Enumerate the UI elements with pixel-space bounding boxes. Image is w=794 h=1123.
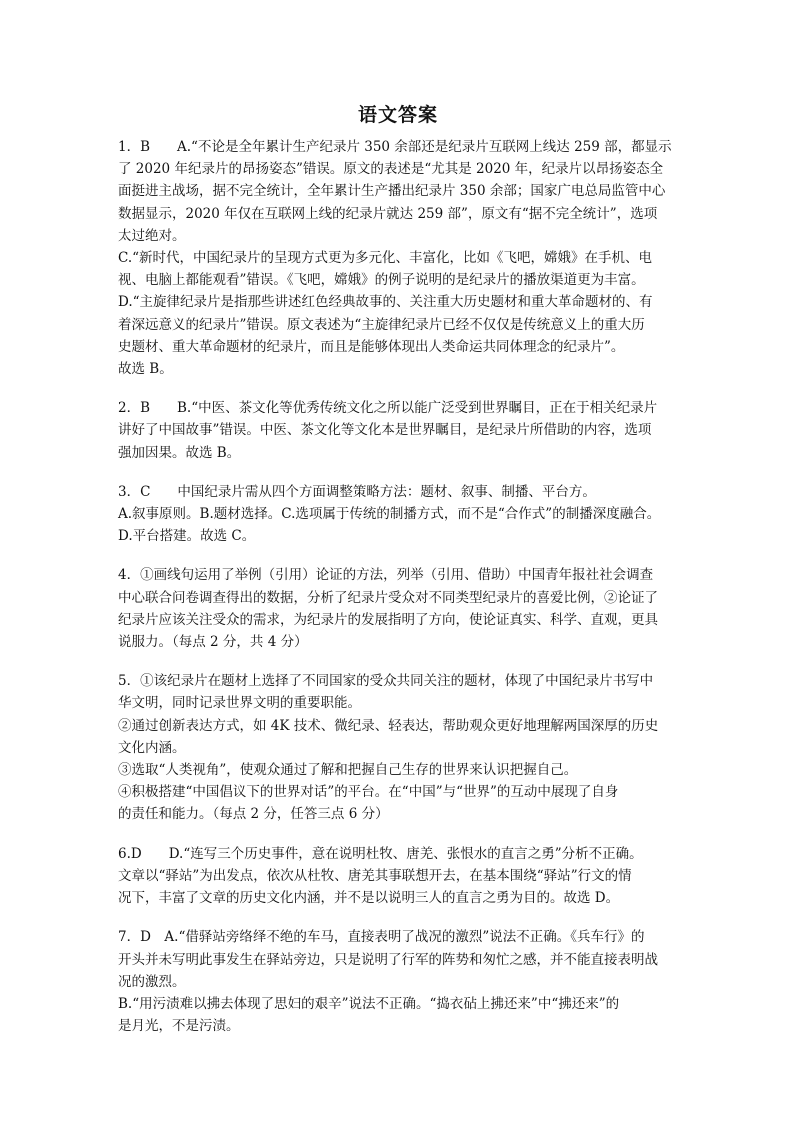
answer-line: 文章以“驿站”为出发点，依次从杜牧、唐羌其事联想开去，在基本围绕“驿站”行文的情 (118, 867, 632, 884)
answer-line: ③选取“人类视角”，使观众通过了解和把握自己生存的世界来认识把握自己。 (118, 762, 578, 779)
answer-line: B.“用污渍难以拂去体现了思妇的艰辛”说法不正确。“捣衣砧上拂还来”中“拂还来”的 (118, 995, 620, 1012)
block-gap (118, 909, 678, 926)
answer-line: ④积极搭建“中国倡议下的世界对话”的平台。在“中国”与“世界”的互动中展现了自身 (118, 784, 619, 801)
answer-page (118, 102, 678, 1037)
block-gap (118, 653, 678, 670)
answer-line: 着深远意义的纪录片”错误。原文表述为“主旋律纪录片已经不仅仅是传统意义上的重大历 (118, 316, 645, 333)
answer-line: 况下，丰富了文章的历史文化内涵，并不是以说明三人的直言之勇为目的。故选 D。 (118, 890, 620, 907)
answer-line: 文化内涵。 (118, 739, 186, 756)
answer-line: 2．B B.“中医、茶文化等优秀传统文化之所以能广泛受到世界瞩目，正在于相关纪录片 (118, 400, 658, 417)
answer-block-2 (118, 397, 678, 464)
answer-line: 面挺进主战场，据不完全统计，全年累计生产播出纪录片 350 余部；国家广电总局监管中心 (118, 183, 666, 200)
answer-block-4 (118, 564, 678, 653)
block-gap (118, 380, 678, 397)
answer-line: 5．①该纪录片在题材上选择了不同国家的受众共同关注的题材，体现了中国纪录片书写中 (118, 673, 654, 690)
answer-line: 中心联合问卷调查得出的数据，分析了纪录片受众对不同类型纪录片的喜爱比例，②论证了 (118, 589, 658, 606)
answer-line: ②通过创新表达方式，如 4K 技术、微纪录、轻表达，帮助观众更好地理解两国深厚的历史 (118, 717, 659, 734)
block-gap (118, 826, 678, 843)
answer-line: A.叙事原则。B.题材选择。C.选项属于传统的制播方式，而不是“合作式”的制播深度融合。 (118, 506, 661, 523)
answer-line: C.“新时代，中国纪录片的呈现方式更为多元化、丰富化，比如《飞吧，嫦娥》在手机、电 (118, 250, 653, 267)
answer-line: 太过绝对。 (118, 227, 186, 244)
answer-content (118, 136, 678, 1037)
answer-line: 纪录片应该关注受众的需求，为纪录片的发展指明了方向，使论证真实、科学、直观，更具 (118, 611, 658, 628)
answer-line: 强加因果。故选 B。 (118, 444, 241, 461)
answer-line: 说服力。（每点 2 分，共 4 分） (118, 634, 308, 651)
page-title: 语文答案 (357, 104, 438, 126)
answer-block-3 (118, 481, 678, 548)
answer-line: 况的激烈。 (118, 973, 186, 990)
answer-line: D.“主旋律纪录片是指那些讲述红色经典故事的、关注重大历史题材和重大革命题材的、有 (118, 294, 653, 311)
answer-line: 的责任和能力。（每点 2 分，任答三点 6 分） (118, 806, 389, 823)
answer-line: 是月光，不是污渍。 (118, 1018, 240, 1035)
answer-block-5 (118, 670, 678, 825)
block-gap (118, 547, 678, 564)
answer-line: D.平台搭建。故选 C。 (118, 528, 256, 545)
answer-line: 故选 B。 (118, 361, 173, 378)
answer-line: 数据显示，2020 年仅在互联网上线的纪录片就达 259 部”，原文有“据不完全统计”，选项 (118, 205, 658, 222)
block-gap (118, 464, 678, 481)
answer-block-7 (118, 926, 678, 1037)
answer-line: 7．D A.“借驿站旁络绎不绝的车马，直接表明了战况的激烈”说法不正确。《兵车行》的 (118, 929, 645, 946)
answer-block-1 (118, 136, 678, 380)
answer-line: 史题材、重大革命题材的纪录片，而且是能够体现出人类命运共同体理念的纪录片”。 (118, 338, 625, 355)
answer-line: 了 2020 年纪录片的昂扬姿态”错误。原文的表述是“尤其是 2020 年，纪录片以昂扬姿态全 (118, 161, 664, 178)
answer-block-6 (118, 843, 678, 910)
answer-line: 华文明，同时记录世界文明的重要职能。 (118, 695, 361, 712)
answer-line: 讲好了中国故事”错误。中医、茶文化等文化本是世界瞩目，是纪录片所借助的内容，选项 (118, 422, 652, 439)
answer-line: 开头并未写明此事发生在驿站旁边，只是说明了行军的阵势和匆忙之感，并不能直接表明战 (118, 951, 658, 968)
answer-line: 视、电脑上都能观看”错误。《飞吧，嫦娥》的例子说明的是纪录片的播放渠道更为丰富。 (118, 272, 645, 289)
answer-line: 6.D D.“连写三个历史事件，意在说明杜牧、唐羌、张恨水的直言之勇”分析不正确。 (118, 845, 643, 862)
answer-line: 1．B A.“不论是全年累计生产纪录片 350 余部还是纪录片互联网上线达 259 部，都显示 (118, 139, 672, 155)
answer-line: 4．①画线句运用了举例（引用）论证的方法，列举（引用、借助）中国青年报社社会调查 (118, 567, 654, 584)
answer-line: 3．C 中国纪录片需从四个方面调整策略方法：题材、叙事、制播、平台方。 (118, 483, 596, 500)
